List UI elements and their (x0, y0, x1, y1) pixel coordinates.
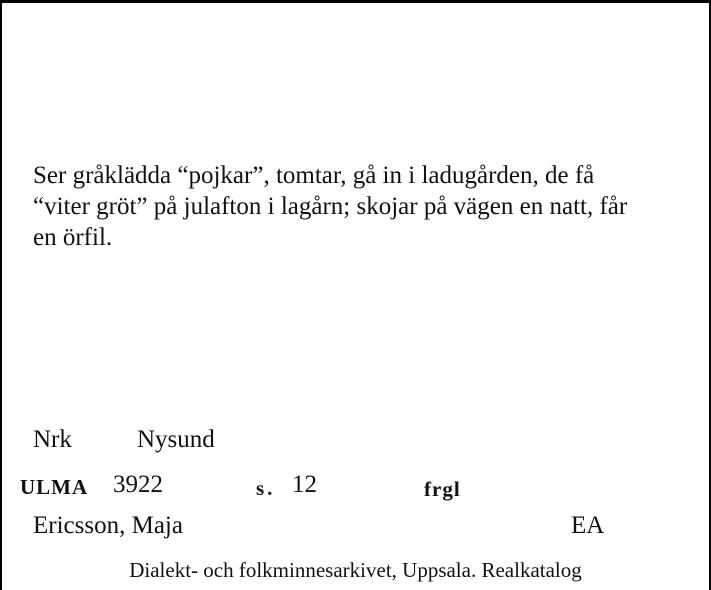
body-line: en örfil. (33, 224, 113, 251)
archive-number: 3922 (113, 471, 163, 498)
card-body-text (33, 160, 683, 253)
page-number: 12 (292, 471, 317, 498)
page-label: s. (256, 476, 276, 500)
archive-footer: Dialekt- och folkminnesarkivet, Uppsala. Realkatalog (129, 558, 582, 582)
recorder-initials: EA (571, 512, 605, 539)
body-line: Ser gråklädda “pojkar”, tomtar, gå in i ladugården, de få (33, 162, 595, 189)
district-code: Nrk (33, 426, 72, 453)
place-name: Nysund (137, 426, 215, 453)
card-top-edge (0, 0, 711, 3)
informant-name: Ericsson, Maja (33, 512, 183, 539)
body-line: “viter gröt” på julafton i lagårn; skojar på vägen en natt, får (33, 193, 628, 220)
archive-name: ULMA (20, 475, 89, 499)
card-left-edge (0, 0, 2, 590)
category-code: frgl (424, 477, 461, 501)
